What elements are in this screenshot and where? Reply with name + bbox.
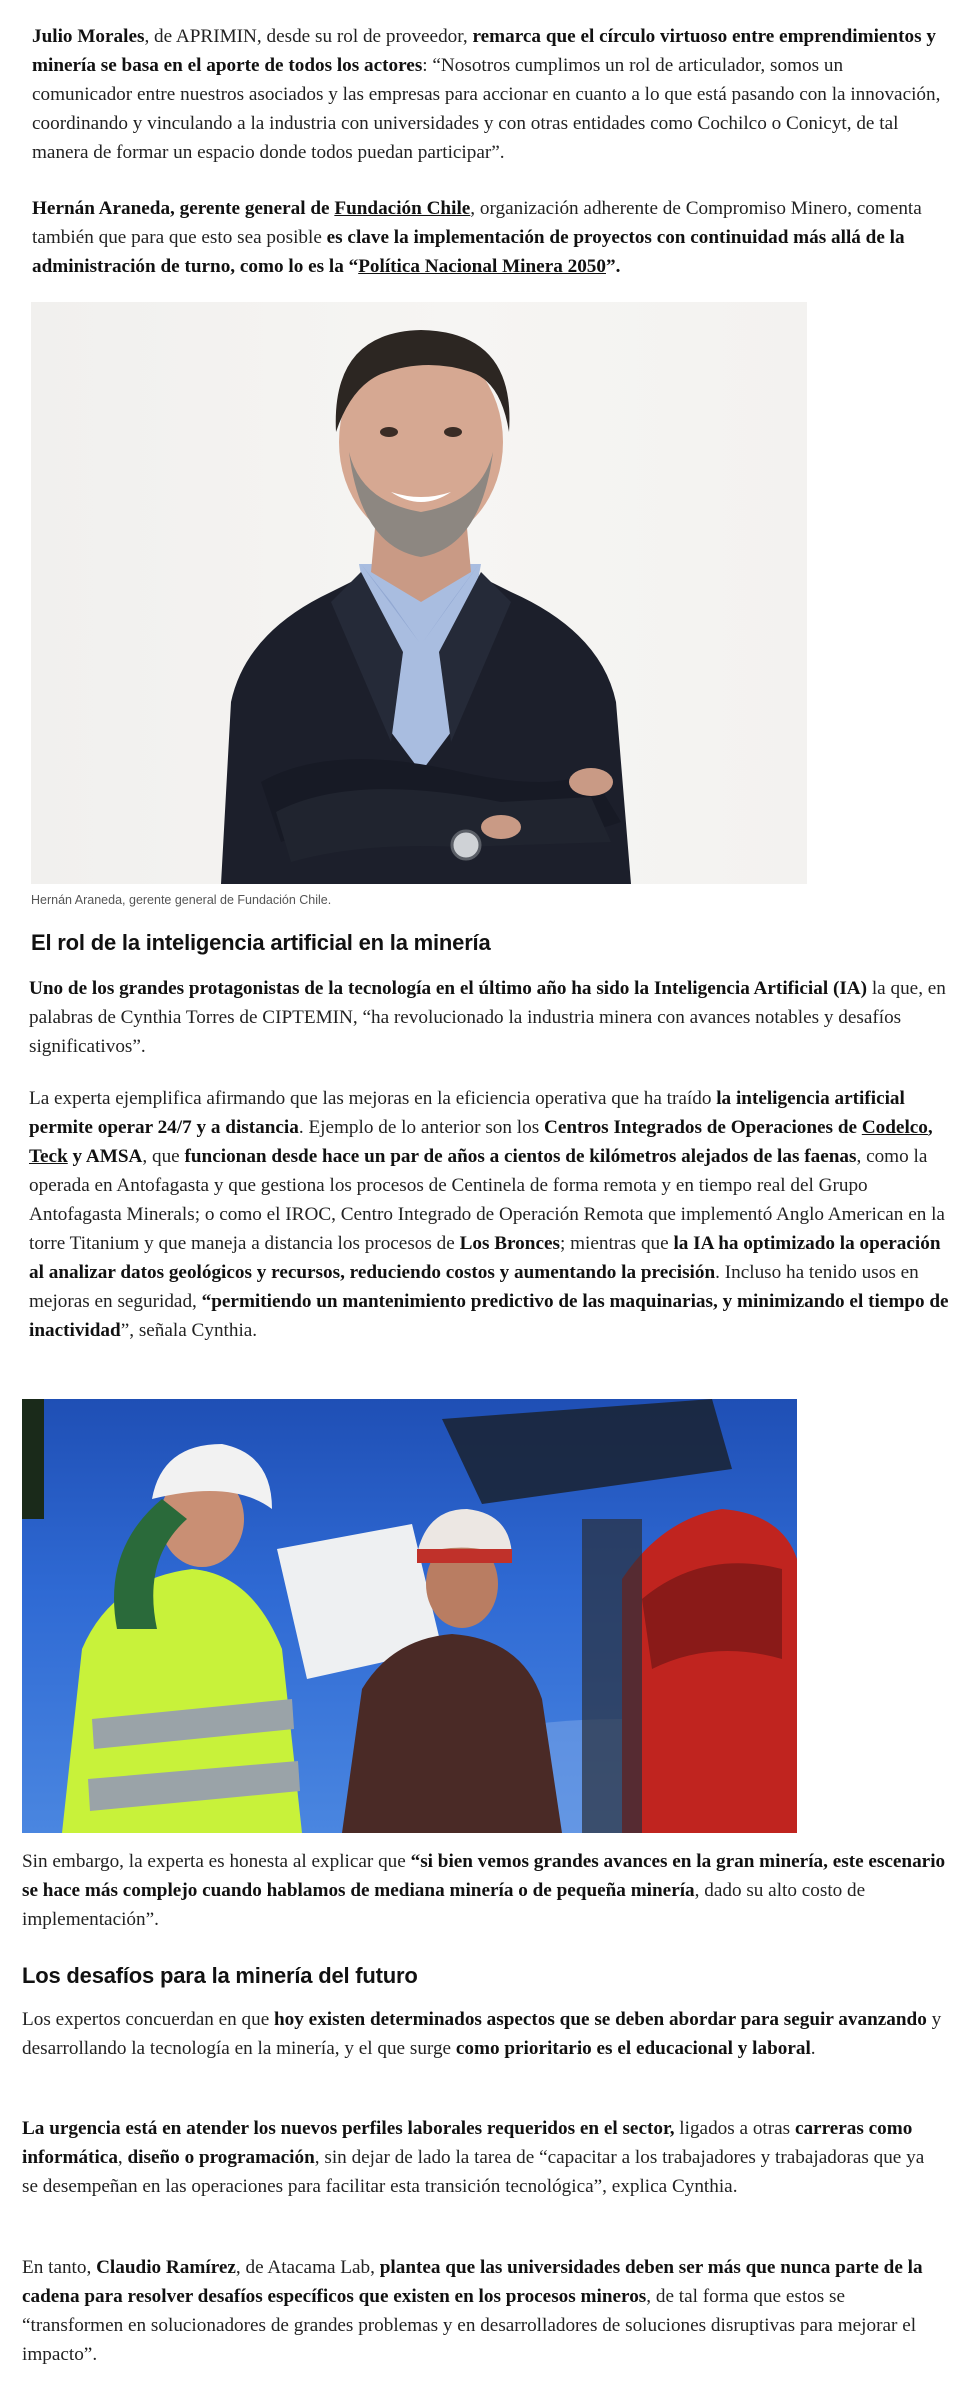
- link-politica-nacional-minera[interactable]: Política Nacional Minera 2050: [358, 256, 606, 277]
- paragraph-julio-morales: Julio Morales, de APRIMIN, desde su rol de proveedor, remarca que el círculo virtuoso entre emprendimientos y minería se basa en el aporte de todos los actores: “Nosotros cumplimos un rol de articulador, somos un comunicador entre nuestros asociados y las empresas para accionar en cuanto a lo que está pasando con la innovación, coordinando y vinculando a la industria con universidades y con otras entidades como Cochilco o Conicyt, de tal manera de formar un espacio donde todos puedan participar”.: [32, 26, 941, 163]
- link-fundacion-chile[interactable]: Fundación Chile: [334, 198, 471, 219]
- paragraph-aspectos-abordar: Los expertos concuerdan en que hoy existen determinados aspectos que se deben abordar para seguir avanzando y desarrollando la tecnología en la minería, y el que surge como prioritario es el educacional y laboral.: [22, 2009, 942, 2059]
- portrait-photo-hernan-araneda: [31, 302, 807, 884]
- paragraph-mediana-mineria: Sin embargo, la experta es honesta al explicar que “si bien vemos grandes avances en la gran minería, este escenario se hace más complejo cuando hablamos de mediana minería o de pequeña minería, dado su alto costo de implementación”.: [22, 1851, 946, 1930]
- paragraph-perfiles-laborales: La urgencia está en atender los nuevos perfiles laborales requeridos en el sector, ligados a otras carreras como informática, diseño o programación, sin dejar de lado la tarea de “capacitar a los trabajadores y trabajadoras que ya se desempeñan en las operaciones para facilitar esta transición tecnológica”, explica Cynthia.: [22, 2118, 925, 2197]
- workers-illustration: [22, 1399, 797, 1833]
- paragraph-ia-eficiencia: La experta ejemplifica afirmando que las mejoras en la eficiencia operativa que ha traído la inteligencia artificial permite operar 24/7 y a distancia. Ejemplo de lo anterior son los Centros Integrados de Operaciones de Codelco, Teck y AMSA, que funcionan desde hace un par de años a cientos de kilómetros alejados de las faenas, como la operada en Antofagasta y que gestiona los procesos de Centinela de forma remota y en tiempo real del Grupo Antofagasta Minerals; o como el IROC, Centro Integrado de Operación Remota que implementó Anglo American en la torre Titanium y que maneja a distancia los procesos de Los Bronces; mientras que la IA ha optimizado la operación al analizar datos geológicos y recursos, reduciendo costos y aumentando la precisión. Incluso ha tenido usos en mejoras en seguridad, “permitiendo un mantenimiento predictivo de las maquinarias, y minimizando el tiempo de inactividad”, señala Cynthia.: [29, 1088, 949, 1341]
- paragraph-claudio-ramirez: En tanto, Claudio Ramírez, de Atacama Lab, plantea que las universidades deben ser más que nunca parte de la cadena para resolver desafíos específicos que existen en los procesos mineros, de tal forma que estos se “transformen en solucionadores de grandes problemas y en desarrolladores de soluciones disruptivas para mejorar el impacto”.: [22, 2257, 923, 2365]
- portrait-illustration: [31, 302, 807, 884]
- section-heading-ia: El rol de la inteligencia artificial en la minería: [31, 930, 491, 955]
- link-codelco[interactable]: Codelco: [861, 1117, 928, 1138]
- mining-workers-photo: [22, 1399, 797, 1833]
- section-heading-desafios: Los desafíos para la minería del futuro: [22, 1963, 418, 1988]
- paragraph-hernan-araneda: Hernán Araneda, gerente general de Fundación Chile, organización adherente de Compromiso Minero, comenta también que para que esto sea posible es clave la implementación de proyectos con continuidad más allá de la administración de turno, como lo es la “Política Nacional Minera 2050”.: [32, 198, 922, 277]
- photo-caption: Hernán Araneda, gerente general de Fundación Chile.: [31, 893, 332, 907]
- paragraph-ia-protagonista: Uno de los grandes protagonistas de la tecnología en el último año ha sido la Inteligencia Artificial (IA) la que, en palabras de Cynthia Torres de CIPTEMIN, “ha revolucionado la industria minera con avances notables y desafíos significativos”.: [29, 978, 946, 1057]
- link-teck[interactable]: Teck: [29, 1146, 68, 1167]
